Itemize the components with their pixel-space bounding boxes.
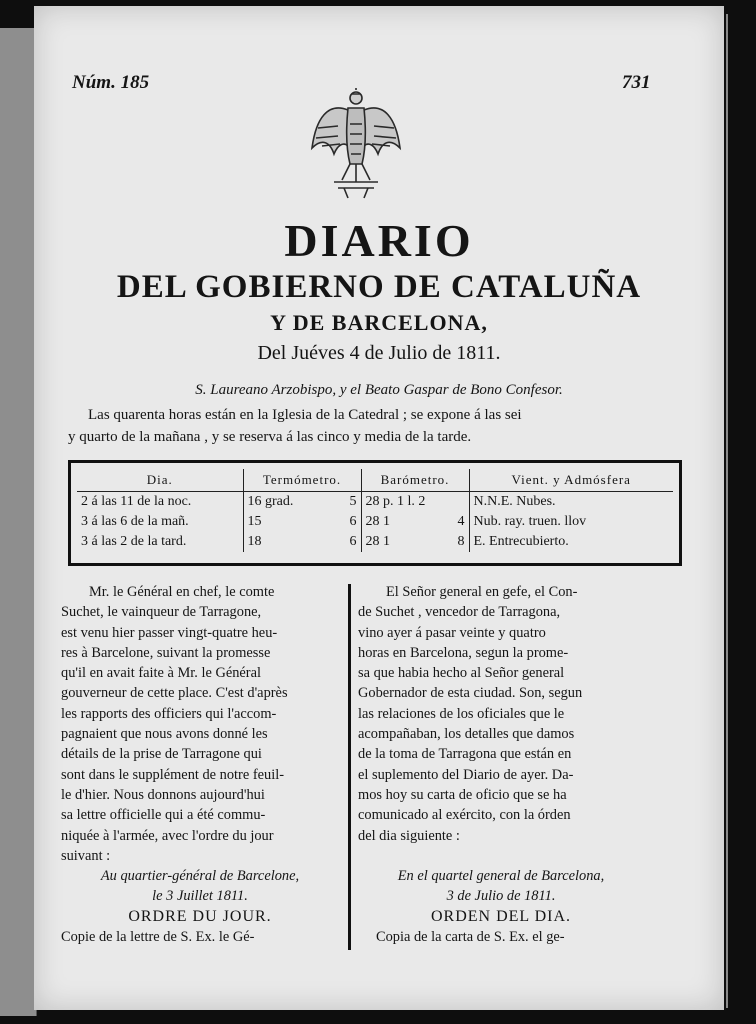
french-line: res à Barcelone, suivant la promesse <box>61 644 271 661</box>
header-barometer: Barómetro. <box>361 469 469 492</box>
weather-table <box>68 460 682 566</box>
french-line: détails de la prise de Tarragone qui <box>61 746 262 763</box>
weather-cell-thermometer: 15 6 <box>243 512 361 532</box>
spanish-line: horas en Barcelona, segun la prome- <box>358 644 569 661</box>
newspaper-page <box>34 6 724 1010</box>
weather-cell-day: 2 á las 11 de la noc. <box>77 492 243 513</box>
spanish-line: sa que habia hecho al Señor general <box>358 665 565 682</box>
forty-hours-notice-line1: Las quarenta horas están en la Iglesia de la Catedral ; se expone á las sei <box>88 407 522 423</box>
spanish-spacer <box>358 846 644 866</box>
french-line: qu'il en avait faite à Mr. le Général <box>61 665 261 682</box>
spanish-line: del dia siguiente : <box>358 827 460 844</box>
spanish-dateline: En el quartel general de Barcelona, <box>397 868 605 885</box>
issue-date: Del Juéves 4 de Julio de 1811. <box>257 342 501 364</box>
spanish-line: comunicado al exército, con la órden <box>358 807 571 824</box>
weather-row <box>77 512 673 532</box>
weather-row <box>77 492 673 513</box>
weather-cell-thermometer: 16 grad. 5 <box>243 492 361 513</box>
issue-number: Núm. 185 <box>72 72 150 93</box>
weather-row <box>77 532 673 552</box>
french-line: les rapports des officiers qui l'accom- <box>61 705 277 722</box>
masthead-subtitle: DEL GOBIERNO DE CATALUÑA <box>116 269 642 305</box>
spanish-line: El Señor general en gefe, el Con- <box>386 584 578 600</box>
weather-cell-thermometer: 18 6 <box>243 532 361 552</box>
spanish-line: el suplemento del Diario de ayer. Da- <box>358 766 574 783</box>
weather-cell-wind: E. Entrecubierto. <box>473 534 569 549</box>
french-line: sont dans le supplément de notre feuil- <box>61 766 284 783</box>
spanish-line: mos hoy su carta de oficio que se ha <box>358 786 567 803</box>
column-divider <box>348 584 351 950</box>
spanish-line: vino ayer á pasar veinte y quatro <box>358 624 546 641</box>
french-line: Mr. le Général en chef, le comte <box>89 584 275 600</box>
spanish-dateline-date: 3 de Julio de 1811. <box>446 888 556 905</box>
header-thermometer: Termómetro. <box>243 469 361 492</box>
french-dateline-date: le 3 Juillet 1811. <box>152 888 248 905</box>
page-stack-shadow <box>726 14 728 1008</box>
header-wind-atmosphere: Vient. y Admósfera <box>469 469 673 492</box>
french-order-heading: ORDRE DU JOUR. <box>128 907 272 925</box>
french-line: niquée à l'armée, avec l'ordre du jour <box>61 827 274 844</box>
spanish-line: Gobernador de esta ciudad. Son, segun <box>358 685 583 702</box>
weather-table-header-row <box>77 469 673 492</box>
french-line: est venu hier passer vingt-quatre heu- <box>61 624 278 641</box>
saints-of-the-day: S. Laureano Arzobispo, y el Beato Gaspar de Bono Confesor. <box>195 382 563 398</box>
masthead-title: DIARIO <box>284 215 474 266</box>
french-line: suivant : <box>61 847 111 864</box>
french-column <box>61 582 339 947</box>
previous-page-edge <box>0 28 37 1016</box>
french-line: Copie de la lettre de S. Ex. le Gé- <box>61 929 255 946</box>
weather-cell-day: 3 á las 2 de la tard. <box>77 532 243 552</box>
weather-cell-barometer: 28 1 4 <box>361 512 469 532</box>
header-day: Dia. <box>77 469 243 492</box>
spanish-line: acompañaban, los detalles que damos <box>358 726 575 743</box>
french-line: pagnaient que nous avons donné les <box>61 726 268 743</box>
french-line: le d'hier. Nous donnons aujourd'hui <box>61 786 265 803</box>
weather-cell-day: 3 á las 6 de la mañ. <box>77 512 243 532</box>
page-number: 731 <box>622 72 651 93</box>
masthead-city: Y DE BARCELONA, <box>270 310 488 335</box>
spanish-order-heading: ORDEN DEL DIA. <box>430 907 572 925</box>
spanish-line: Copia de la carta de S. Ex. el ge- <box>376 929 565 946</box>
french-line: gouverneur de cette place. C'est d'après <box>61 685 288 702</box>
french-dateline: Au quartier-général de Barcelone, <box>100 868 300 885</box>
imperial-eagle-emblem <box>308 84 404 202</box>
spanish-line: las relaciones de los oficiales que le <box>358 705 565 722</box>
french-line: sa lettre officielle qui a été commu- <box>61 807 266 824</box>
spanish-line: de la toma de Tarragona que están en <box>358 746 572 763</box>
forty-hours-notice-line2: y quarto de la mañana , y se reserva á las cinco y media de la tarde. <box>68 429 472 445</box>
spanish-column <box>358 582 644 947</box>
weather-cell-wind: N.N.E. Nubes. <box>473 494 556 509</box>
spanish-line: de Suchet , vencedor de Tarragona, <box>358 604 561 621</box>
weather-cell-barometer: 28 p. 1 l. 2 <box>361 492 469 513</box>
weather-cell-barometer: 28 1 8 <box>361 532 469 552</box>
weather-cell-wind: Nub. ray. truen. llov <box>473 514 587 529</box>
french-line: Suchet, le vainqueur de Tarragone, <box>61 604 262 621</box>
